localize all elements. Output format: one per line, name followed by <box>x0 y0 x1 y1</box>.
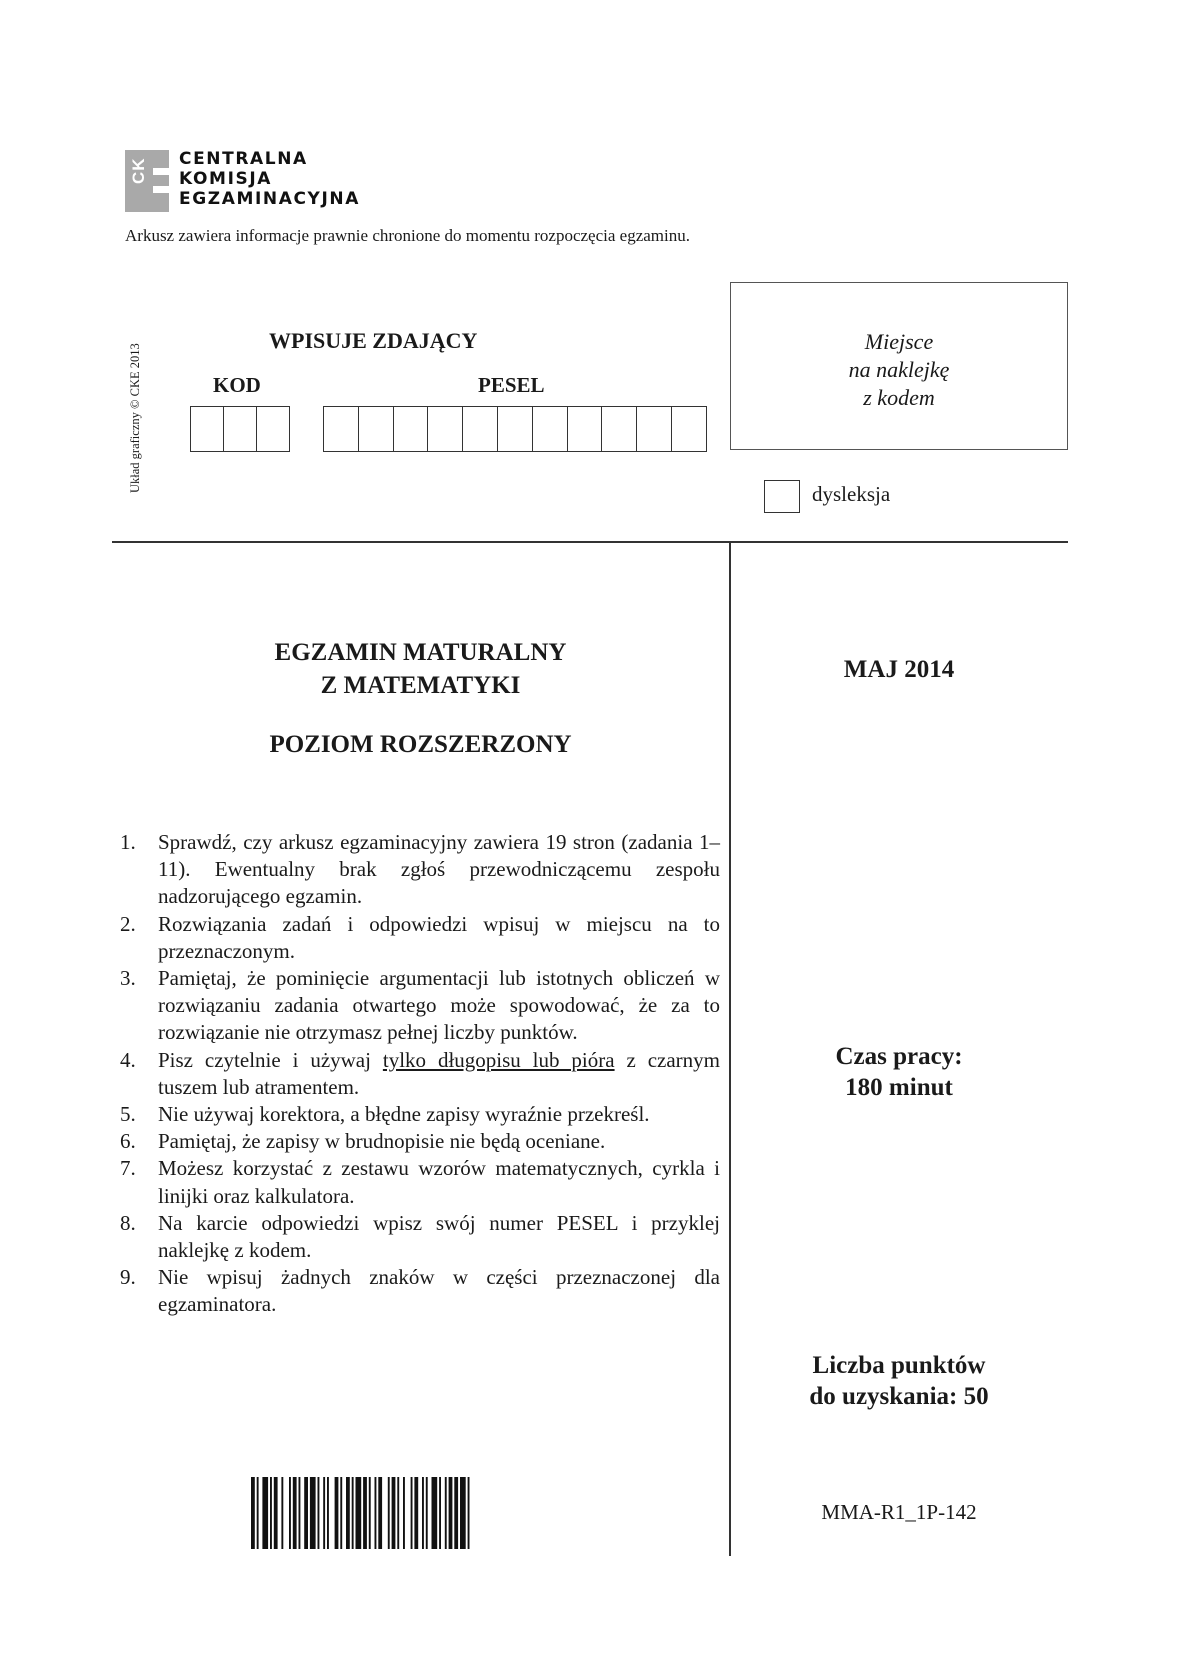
sticker-placeholder <box>730 282 1068 450</box>
barcode-bar <box>449 1477 453 1549</box>
barcode-bar <box>397 1477 399 1549</box>
logo-line: KOMISJA <box>179 169 273 189</box>
barcode-bar <box>299 1477 301 1549</box>
barcode-bar <box>454 1477 458 1549</box>
barcode-bar <box>281 1477 283 1549</box>
barcode-bar <box>375 1477 377 1549</box>
barcode-bar <box>356 1477 362 1549</box>
barcode-bar <box>251 1477 255 1549</box>
barcode-bar <box>445 1477 447 1549</box>
logo-line: CENTRALNA <box>179 149 308 169</box>
logo-mark-text: CK <box>129 157 148 184</box>
dyslexia-label: dysleksja <box>812 482 891 506</box>
exam-code: MMA-R1_1P-142 <box>821 1500 977 1524</box>
barcode-bar <box>270 1477 272 1549</box>
digit-cell[interactable] <box>533 407 568 451</box>
instruction-text: Możesz korzystać z zestawu wzorów matematycznych, cyrkla i linijki oraz kalkulatora. <box>158 1156 720 1208</box>
kod-input-cells[interactable] <box>190 406 290 452</box>
instruction-text: Rozwiązania zadań i odpowiedzi wpisuj w miejscu na to przeznaczonym. <box>158 911 720 963</box>
barcode <box>251 1477 591 1549</box>
instruction-number: 9. <box>120 1265 136 1290</box>
barcode-bar <box>363 1477 367 1549</box>
instruction-text: Nie wpisuj żadnych znaków w części przeznaczonej dla egzaminatora. <box>158 1265 720 1317</box>
sticker-line: na naklejkę <box>848 357 950 382</box>
barcode-bar <box>403 1477 405 1549</box>
barcode-bar <box>422 1477 424 1549</box>
instruction-number: 4. <box>120 1047 136 1072</box>
instruction-text: Na karcie odpowiedzi wpisz swój numer PESEL i przyklej naklejkę z kodem. <box>158 1210 720 1263</box>
instruction-underlined: tylko długopisu lub pióra <box>382 1047 615 1072</box>
instruction-item <box>120 965 720 1047</box>
instructions-list <box>120 829 720 1319</box>
horizontal-divider <box>112 541 1068 543</box>
barcode-bar <box>411 1477 413 1549</box>
digit-cell[interactable] <box>394 407 429 451</box>
barcode-bar <box>327 1477 329 1549</box>
barcode-bar <box>304 1477 308 1549</box>
digit-cell[interactable] <box>568 407 603 451</box>
digit-cell[interactable] <box>324 407 359 451</box>
cke-logo-text <box>179 149 360 209</box>
instruction-text: Pamiętaj, że zapisy w brudnopisie nie będą oceniane. <box>158 1129 606 1154</box>
digit-cell[interactable] <box>257 407 290 451</box>
digit-cell[interactable] <box>602 407 637 451</box>
pesel-input-cells[interactable] <box>323 406 707 452</box>
barcode-bar <box>439 1477 441 1549</box>
instruction-item <box>120 1047 720 1101</box>
sticker-line: z kodem <box>863 385 935 410</box>
digit-cell[interactable] <box>224 407 257 451</box>
instruction-text: Nie używaj korektora, a błędne zapisy wyraźnie przekreśl. <box>158 1102 650 1127</box>
digit-cell[interactable] <box>672 407 707 451</box>
digit-cell[interactable] <box>463 407 498 451</box>
instruction-number: 3. <box>120 966 136 991</box>
barcode-bar <box>392 1477 396 1549</box>
barcode-bar <box>262 1477 268 1549</box>
barcode-bar <box>378 1477 382 1549</box>
working-time-line: 180 minut <box>845 1074 953 1101</box>
instruction-item <box>120 1264 720 1318</box>
barcode-bar <box>352 1477 354 1549</box>
digit-cell[interactable] <box>637 407 672 451</box>
legal-notice: Arkusz zawiera informacje prawnie chronione do momentu rozpoczęcia egzaminu. <box>125 226 691 245</box>
max-points-line: do uzyskania: 50 <box>809 1383 989 1410</box>
barcode-bar <box>414 1477 418 1549</box>
instruction-number: 1. <box>120 830 136 854</box>
max-points-line: Liczba punktów <box>812 1352 986 1379</box>
instruction-number: 5. <box>120 1102 136 1127</box>
barcode-bar <box>310 1477 316 1549</box>
barcode-bar <box>323 1477 325 1549</box>
barcode-bar <box>426 1477 428 1549</box>
barcode-bar <box>340 1477 342 1549</box>
pesel-label: PESEL <box>478 373 545 397</box>
exam-title <box>112 636 729 702</box>
instruction-item <box>120 1155 720 1209</box>
instruction-number: 7. <box>120 1156 136 1181</box>
working-time-line: Czas pracy: <box>835 1043 963 1070</box>
digit-cell[interactable] <box>428 407 463 451</box>
exam-title-line: EGZAMIN MATURALNY <box>274 639 567 666</box>
digit-cell[interactable] <box>191 407 224 451</box>
barcode-bar <box>369 1477 371 1549</box>
barcode-bar <box>468 1477 470 1549</box>
barcode-bar <box>432 1477 438 1549</box>
dyslexia-checkbox[interactable] <box>764 480 800 513</box>
max-points <box>730 1350 1068 1412</box>
barcode-bar <box>335 1477 339 1549</box>
sticker-line: Miejsce <box>864 329 934 354</box>
barcode-bar <box>318 1477 320 1549</box>
instruction-item <box>120 829 720 911</box>
logo-line: EGZAMINACYJNA <box>179 189 360 209</box>
barcode-bar <box>274 1477 278 1549</box>
exam-title-line: Z MATEMATYKI <box>320 672 521 699</box>
barcode-bar <box>293 1477 297 1549</box>
instruction-item <box>120 911 720 965</box>
barcode-bar <box>289 1477 291 1549</box>
instruction-item <box>120 1101 720 1128</box>
instruction-item <box>120 1210 720 1264</box>
instruction-text: Sprawdź, czy arkusz egzaminacyjny zawiera 19 stron (zadania 1–11). Ewentualny brak zgłoś przewodniczącemu zespołu nadzorującego egzamin. <box>158 830 720 909</box>
barcode-bar <box>460 1477 466 1549</box>
exam-level: POZIOM ROZSZERZONY <box>269 731 572 758</box>
graphic-layout-credit: Układ graficzny © CKE 2013 <box>128 343 142 493</box>
instruction-item <box>120 1128 720 1155</box>
digit-cell[interactable] <box>359 407 394 451</box>
cke-logo-mark <box>125 150 169 212</box>
kod-label: KOD <box>213 373 261 397</box>
exam-month: MAJ 2014 <box>843 656 955 683</box>
barcode-bar <box>388 1477 390 1549</box>
instruction-text: Pisz czytelnie i używaj <box>158 1047 383 1072</box>
instruction-number: 2. <box>120 911 136 936</box>
barcode-bar <box>257 1477 259 1549</box>
instruction-text: z czarnym tuszem lub atramentem. <box>158 1047 720 1099</box>
instruction-number: 6. <box>120 1129 136 1154</box>
candidate-section-title: WPISUJE ZDAJĄCY <box>269 328 478 353</box>
instruction-number: 8. <box>120 1210 136 1235</box>
digit-cell[interactable] <box>498 407 533 451</box>
barcode-bar <box>346 1477 350 1549</box>
working-time <box>730 1041 1068 1103</box>
instruction-text: Pamiętaj, że pominięcie argumentacji lub istotnych obliczeń w rozwiązaniu zadania otwartego może spowodować, że za to rozwiązanie nie otrzymasz pełnej liczby punktów. <box>158 966 720 1045</box>
